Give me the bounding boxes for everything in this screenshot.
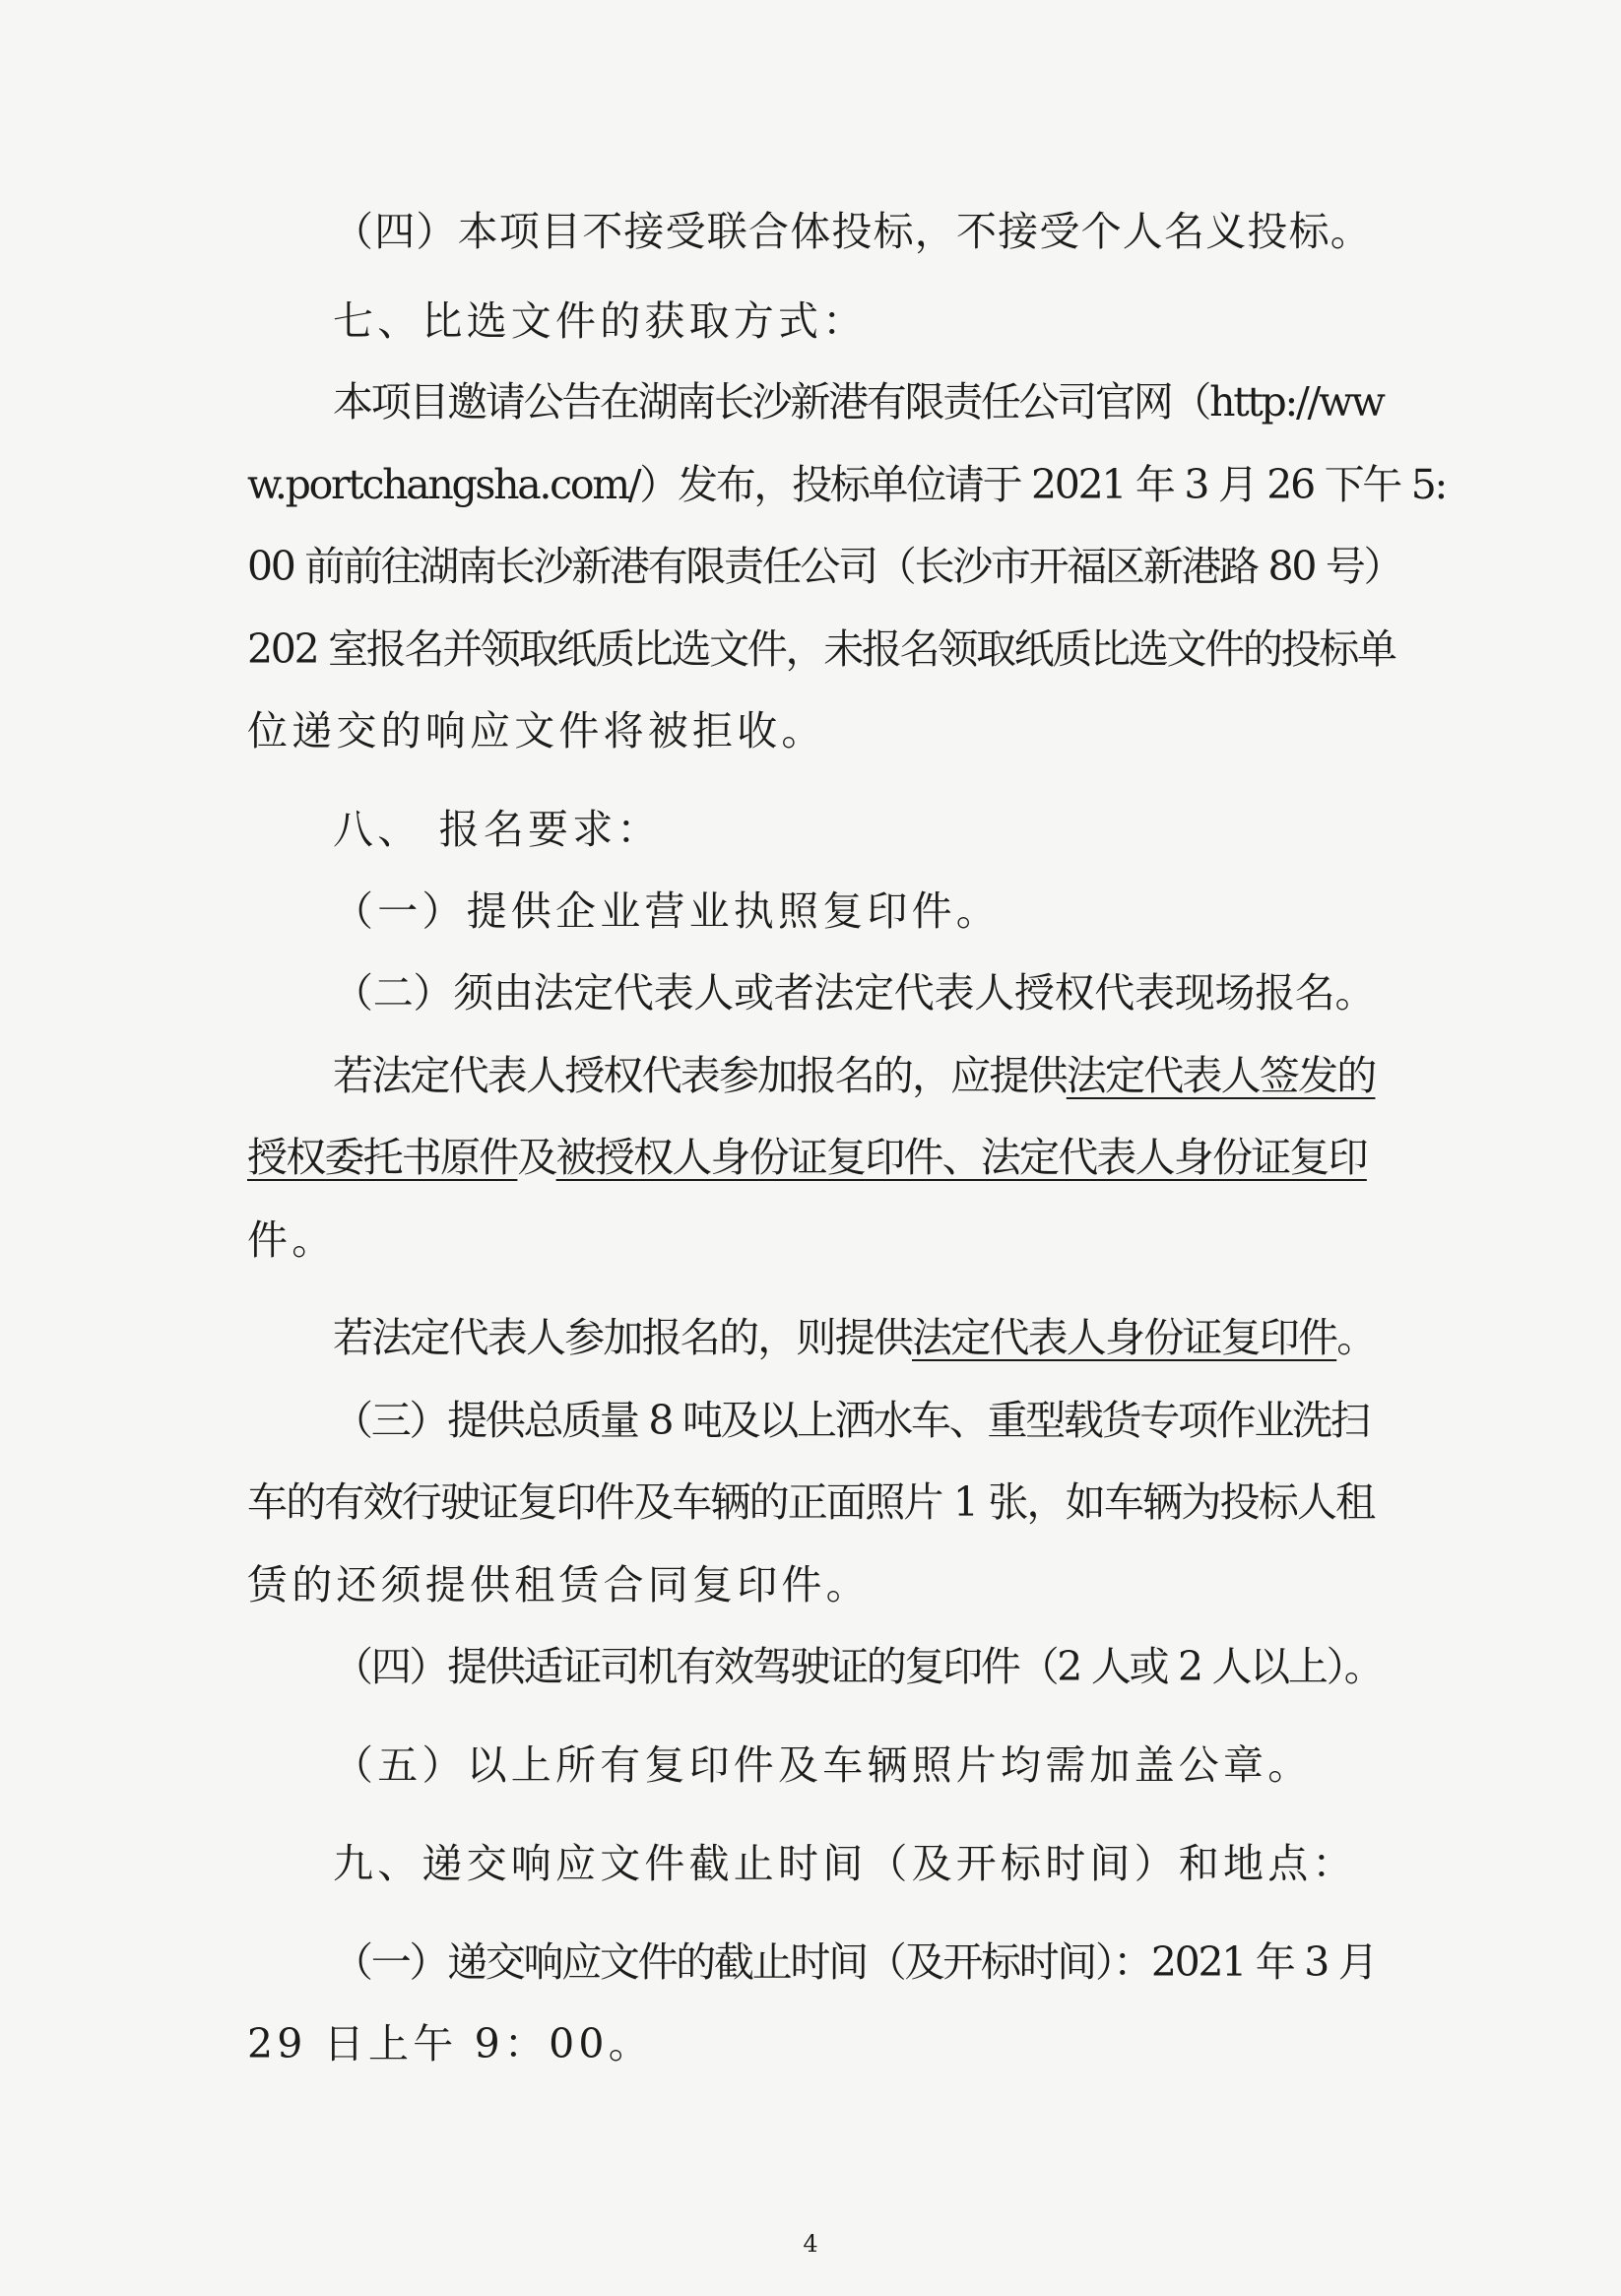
text-run: 及 bbox=[517, 1134, 556, 1181]
paragraph-line: （一）递交响应文件的截止时间（及开标时间）：2021 年 3 月 bbox=[333, 1938, 1377, 1986]
paragraph-line: （一）提供企业营业执照复印件。 bbox=[333, 887, 1001, 935]
paragraph-line: （四）提供适证司机有效驾驶证的复印件（2 人或 2 人以上）。 bbox=[333, 1643, 1383, 1690]
paragraph-line: 件。 bbox=[247, 1216, 337, 1264]
paragraph-line: 本项目邀请公告在湖南长沙新港有限责任公司官网（http://ww bbox=[333, 378, 1384, 426]
paragraph-line: 202 室报名并领取纸质比选文件，未报名领取纸质比选文件的投标单 bbox=[247, 625, 1395, 673]
underlined-text: 授权委托书原件 bbox=[247, 1134, 518, 1181]
section-heading-7: 七、比选文件的获取方式： bbox=[333, 297, 868, 345]
paragraph-line: （五）以上所有复印件及车辆照片均需加盖公章。 bbox=[333, 1741, 1313, 1789]
underlined-text: 法定代表人身份证复印件 bbox=[912, 1314, 1337, 1361]
paragraph-line: 29 日上午 9：00。 bbox=[247, 2020, 653, 2067]
underlined-text: 法定代表人签发的 bbox=[1066, 1052, 1376, 1099]
underlined-text: 被授权人身份证复印件、法定代表人身份证复印 bbox=[555, 1134, 1367, 1181]
paragraph-line: w.portchangsha.com/）发布，投标单位请于 2021 年 3 月 26 下午 5: bbox=[247, 461, 1447, 508]
text-run: 若法定代表人授权代表参加报名的，应提供 bbox=[333, 1052, 1067, 1099]
paragraph-line: （四）本项目不接受联合体投标，不接受个人名义投标。 bbox=[333, 208, 1372, 255]
section-heading-8: 八、 报名要求： bbox=[333, 806, 662, 853]
paragraph-line: 00 前前往湖南长沙新港有限责任公司（长沙市开福区新港路 80 号） bbox=[247, 543, 1402, 590]
paragraph-line: 赁的还须提供租赁合同复印件。 bbox=[247, 1561, 871, 1608]
paragraph-line: （三）提供总质量 8 吨及以上洒水车、重型载货专项作业洗扫 bbox=[333, 1397, 1369, 1444]
paragraph-line: 车的有效行驶证复印件及车辆的正面照片 1 张，如车辆为投标人租 bbox=[247, 1478, 1375, 1526]
page-number: 4 bbox=[803, 2230, 818, 2258]
paragraph-line bbox=[333, 1046, 1375, 1105]
paragraph-line bbox=[247, 1128, 1367, 1187]
text-run: 若法定代表人参加报名的，则提供 bbox=[333, 1314, 912, 1361]
paragraph-line: 位递交的响应文件将被拒收。 bbox=[247, 707, 826, 754]
paragraph-line: （二）须由法定代表人或者法定代表人授权代表现场报名。 bbox=[333, 969, 1376, 1017]
section-heading-9: 九、递交响应文件截止时间（及开标时间）和地点： bbox=[333, 1840, 1357, 1887]
paragraph-line bbox=[333, 1308, 1375, 1367]
text-run: 。 bbox=[1336, 1314, 1376, 1361]
